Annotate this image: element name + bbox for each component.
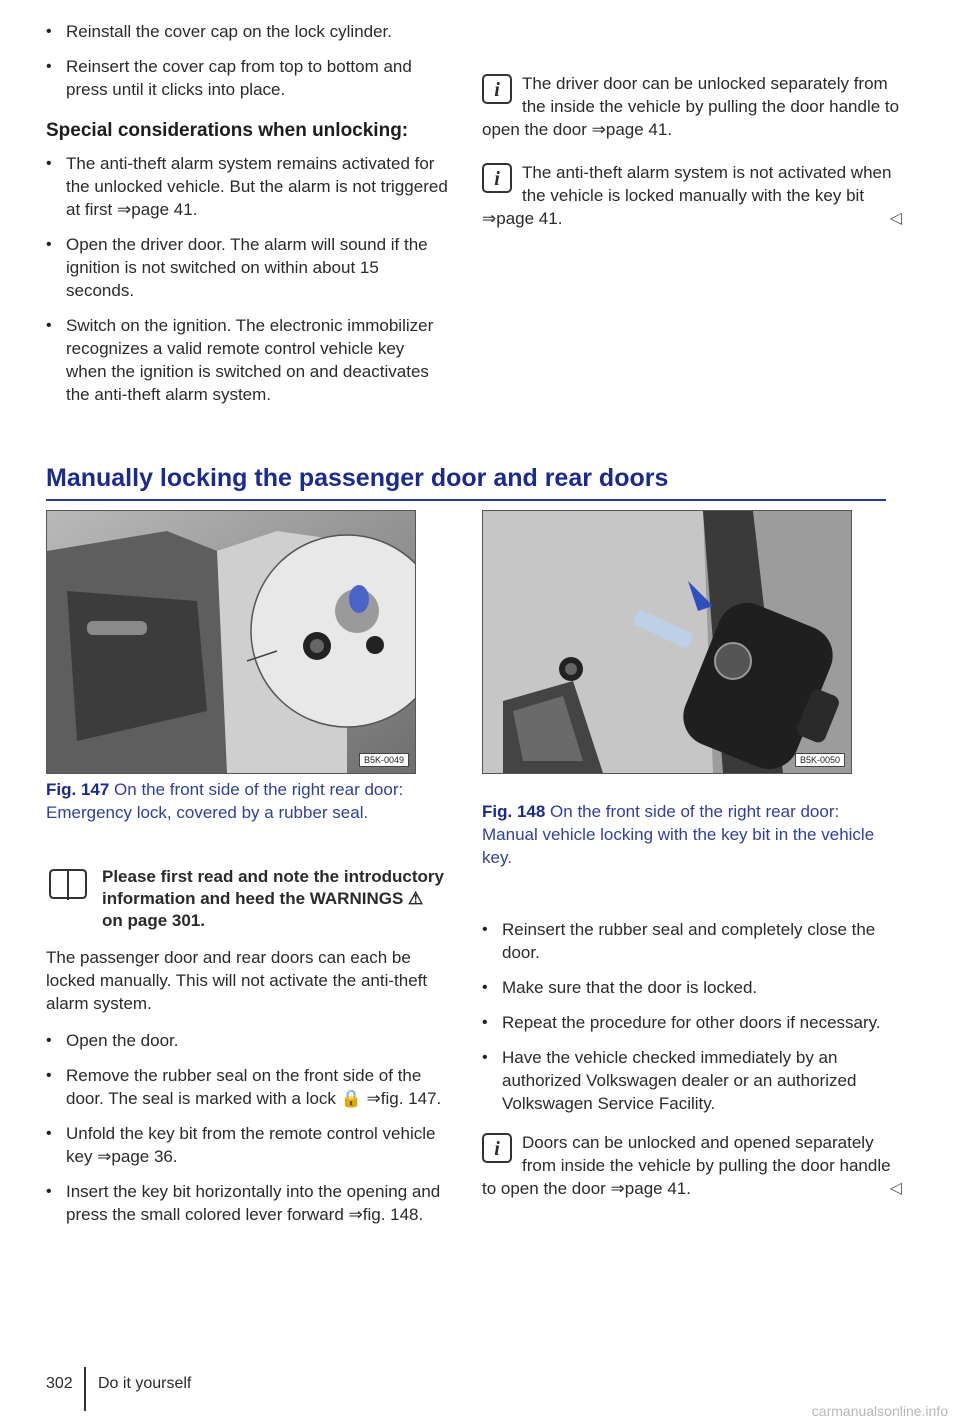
info-note-text: The driver door can be unlocked separately from the inside the vehicle by pulling the door handle to open the door ⇒page 41. (482, 74, 900, 139)
footer-divider (84, 1367, 86, 1411)
list-item: • Open the door. (46, 1029, 448, 1052)
list-item: • Insert the key bit horizontally into the opening and press the small colored lever forward ⇒fig. 148. (46, 1180, 448, 1226)
info-note (482, 1131, 902, 1200)
left-column-bottom (46, 866, 448, 1238)
end-marker-icon: ◁ (889, 210, 902, 227)
right-column-bottom (482, 918, 902, 1220)
info-icon: i (482, 1133, 512, 1163)
right-column-top (482, 72, 902, 250)
figure-code: B5K-0049 (359, 753, 409, 767)
list-item: • Repeat the procedure for other doors if necessary. (482, 1011, 902, 1034)
left-column-top (46, 20, 448, 418)
figure-caption-text: On the front side of the right rear door: Manual vehicle locking with the key bit in the vehicle key. (482, 802, 875, 867)
subheading: Special considerations when unlocking: (46, 120, 409, 141)
figure-label: Fig. 147 (46, 780, 110, 799)
figure-147-caption (46, 778, 446, 824)
figure-148 (482, 510, 852, 774)
footer-section: Do it yourself (98, 1375, 192, 1392)
figure-148-caption (482, 800, 882, 869)
list-item: • Unfold the key bit from the remote control vehicle key ⇒page 36. (46, 1122, 448, 1168)
section-title: Manually locking the passenger door and rear doors (46, 464, 886, 501)
intro-paragraph: The passenger door and rear doors can each be locked manually. This will not activate the anti-theft alarm system. (46, 948, 428, 1013)
info-note (482, 161, 902, 230)
figure-147 (46, 510, 416, 774)
info-note-text: The anti-theft alarm system is not activated when the vehicle is locked manually with the key bit ⇒page 41. (482, 163, 892, 228)
list-item: • Reinsert the cover cap from top to bottom and press until it clicks into place. (46, 55, 448, 101)
list-item: • The anti-theft alarm system remains activated for the unlocked vehicle. But the alarm is not triggered at first ⇒page 41. (46, 152, 448, 221)
key-in-lock-illustration (483, 511, 851, 773)
read-first-note (46, 866, 448, 932)
figure-label: Fig. 148 (482, 802, 546, 821)
info-icon: i (482, 74, 512, 104)
figure-caption-text: On the front side of the right rear door: Emergency lock, covered by a rubber seal. (46, 780, 404, 822)
info-note (482, 72, 902, 141)
list-item: • Reinsert the rubber seal and completely close the door. (482, 918, 902, 964)
read-first-text: Please first read and note the introductory information and heed the WARNINGS ⚠ on page 301. (102, 867, 444, 930)
info-icon: i (482, 163, 512, 193)
list-item: • Have the vehicle checked immediately by an authorized Volkswagen dealer or an authorized Volkswagen Service Facility. (482, 1046, 902, 1115)
list-item: • Remove the rubber seal on the front side of the door. The seal is marked with a lock 🔒 ⇒fig. 147. (46, 1064, 448, 1110)
figure-code: B5K-0050 (795, 753, 845, 767)
page-number: 302 (46, 1375, 73, 1392)
info-note-text: Doors can be unlocked and opened separately from inside the vehicle by pulling the door handle to open the door ⇒page 41. (482, 1133, 891, 1198)
watermark: carmanualsonline.info (811, 1403, 948, 1419)
end-marker-icon: ◁ (889, 1180, 902, 1197)
list-item: • Reinstall the cover cap on the lock cylinder. (46, 20, 448, 43)
door-lock-illustration (47, 511, 415, 773)
list-item: • Make sure that the door is locked. (482, 976, 902, 999)
list-item: • Open the driver door. The alarm will sound if the ignition is not switched on within about 15 seconds. (46, 233, 448, 302)
book-icon (46, 868, 90, 902)
list-item: • Switch on the ignition. The electronic immobilizer recognizes a valid remote control vehicle key when the ignition is switched on and deactivates the anti-theft alarm system. (46, 314, 448, 406)
